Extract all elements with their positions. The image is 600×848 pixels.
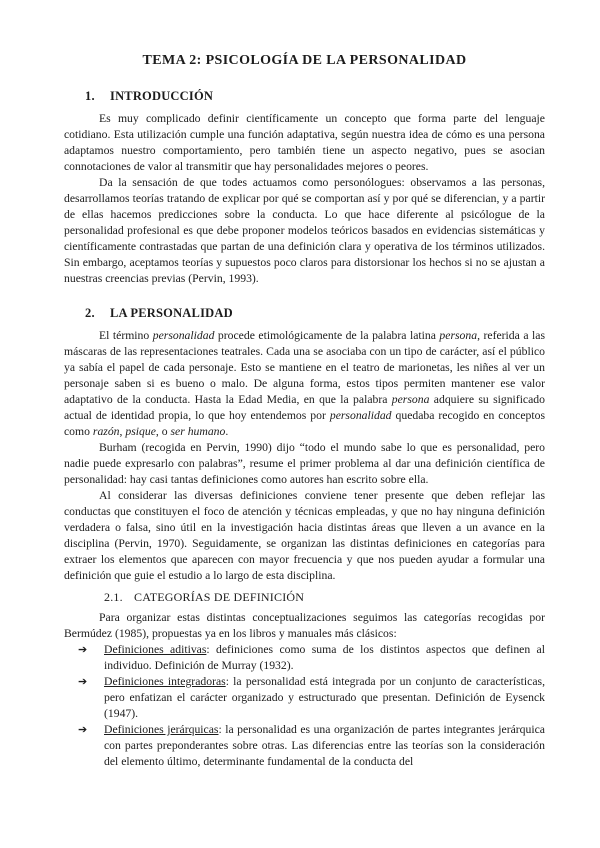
- text-run: ser humano: [170, 425, 226, 438]
- section-number: 1.: [85, 89, 95, 103]
- section-number: 2.1.: [104, 590, 123, 604]
- text-run: persona: [391, 393, 430, 406]
- text-run: , referida a las máscaras de las representaciones teatrales. Cada una se asociaba con un tipo de carácter, así el público ya sabía el papel de cada personaje. Esto se mantiene en el teatro de marionetas, les niñes al ver un personaje saben si es bueno o malo. De alguna forma, estos tipos permiten mantener ese valor adaptativo de la conducta. Hasta la Edad Media, en que la palabra: [64, 329, 545, 406]
- paragraph: [64, 328, 545, 440]
- section-heading: [64, 88, 545, 104]
- paragraph: [64, 175, 545, 287]
- text-run: Burham (recogida en Pervin, 1990) dijo “todo el mundo sabe lo que es personalidad, pero nadie puede expresarlo con palabras”, resume el primer problema al dar una definición científica de personalidad: hay casi tantas definiciones como autores han escrito sobre ella.: [64, 441, 545, 486]
- section-heading: [64, 589, 545, 605]
- paragraph: [64, 111, 545, 175]
- text-run: quedaba recogido en conceptos como: [64, 409, 546, 438]
- section-number: 2.: [85, 306, 95, 320]
- text-run: adquiere su significado actual de identidad propia, lo que hoy entendemos por: [64, 393, 545, 422]
- text-run: Definiciones jerárquicas: [104, 723, 219, 736]
- arrow-bullet-icon: ➔: [78, 676, 88, 688]
- text-run: personalidad: [329, 409, 392, 422]
- text-run: Para organizar estas distintas conceptualizaciones seguimos las categorías recogidas por Bermúdez (1985), propuestas ya en los libros y manuales más clásicos:: [64, 611, 545, 640]
- text-run: .: [225, 425, 229, 438]
- text-run: persona: [439, 329, 478, 342]
- text-run: personalidad: [152, 329, 215, 342]
- text-run: psique: [125, 425, 156, 438]
- bullet-item: [64, 642, 545, 674]
- section-title: LA PERSONALIDAD: [110, 306, 233, 320]
- section-title: INTRODUCCIÓN: [110, 89, 214, 103]
- text-run: El término: [99, 329, 153, 342]
- text-run: : definiciones como suma de los distintos aspectos que definen al individuo. Definición de Murray (1932).: [104, 643, 545, 672]
- document-body: [64, 88, 545, 770]
- text-run: , o: [155, 425, 171, 438]
- arrow-bullet-icon: ➔: [78, 644, 88, 656]
- text-run: Da la sensación de que todes actuamos como personólogues: observamos a las personas, desarrollamos teorías tratando de explicar por qué se comportan así y por qué se diferencian, y a partir de ellas hacemos predicciones sobre la conducta. Lo que hace diferente al psicólogue de la personalidad profesional es que debe proponer modelos teóricos basados en evidencias sistemáticas y científicamente contrastadas que partan de una definición clara y operativa de los términos utilizados. Sin embargo, aceptamos teorías y supuestos poco claros para distorsionar los hechos si no se ajustan a nuestras creencias previas (Pervin, 1993).: [64, 176, 545, 285]
- text-run: Definiciones integradoras: [104, 675, 226, 688]
- arrow-bullet-icon: ➔: [78, 724, 88, 736]
- text-run: Es muy complicado definir científicamente un concepto que forma parte del lenguaje cotidiano. Esta utilización cumple una función adaptativa, según nuestra idea de cómo es una persona adaptamos nuestro comportamiento, pero también tiene un aspecto negativo, pues se asocian connotaciones de valor al transmitir que hay personalidades mejores o peores.: [64, 112, 545, 173]
- paragraph: [64, 488, 545, 584]
- text-run: : la personalidad está integrada por un conjunto de características, pero enfatizan el carácter organizado y estructurado que presentan. Definición de Eysenck (1947).: [104, 675, 545, 720]
- text-run: Definiciones aditivas: [104, 643, 207, 656]
- paragraph: [64, 610, 545, 642]
- paragraph: [64, 440, 545, 488]
- text-run: Al considerar las diversas definiciones conviene tener presente que deben reflejar las conductas que constituyen el foco de atención y técnicas empleadas, y que no hay ninguna definición verdadera o falsa, sino útil en la investigación hacia distintas áreas que lleven a un avance en la disciplina (Pervin, 1970). Seguidamente, se organizan las distintas definiciones en categorías para extraer los elementos que aparecen con mayor frecuencia y que nos pueden ayudar a formular una definición que guie el estudio a lo largo de esta disciplina.: [64, 489, 545, 582]
- text-run: ,: [119, 425, 126, 438]
- section-title: CATEGORÍAS DE DEFINICIÓN: [134, 590, 305, 604]
- bullet-item: [64, 722, 545, 770]
- text-run: : la personalidad es una organización de partes integrantes jerárquica con partes preponderantes sobre otras. Las diferencias entre las teorías son la consideración del elemento último, determinante fundamental de la conducta del: [104, 723, 545, 768]
- text-run: procede etimológicamente de la palabra latina: [214, 329, 440, 342]
- document-title: TEMA 2: PSICOLOGÍA DE LA PERSONALIDAD: [142, 53, 467, 68]
- text-run: razón: [92, 425, 120, 438]
- section-heading: [64, 305, 545, 321]
- bullet-item: [64, 674, 545, 722]
